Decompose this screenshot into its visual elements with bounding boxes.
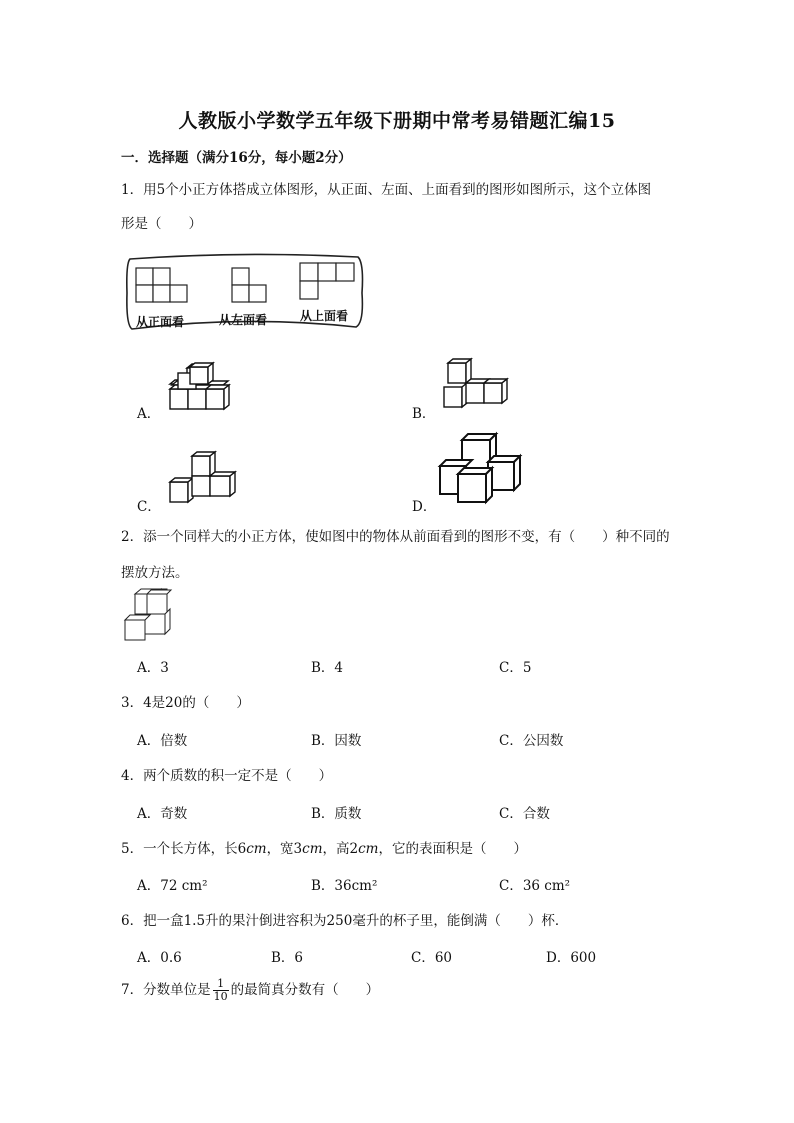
q4-option-c[interactable]: C．合数 [499, 806, 550, 822]
view-label-front: 从正面看 [136, 315, 185, 329]
q6-option-d[interactable]: D．600 [546, 950, 597, 966]
q4-option-a[interactable]: A．奇数 [137, 806, 188, 822]
q7-fraction: $\frac{1}{10}$ [213, 977, 228, 1003]
q4-option-b[interactable]: B．质数 [311, 806, 362, 822]
q1-option-b-figure[interactable] [440, 357, 515, 412]
q7-text: 7．分数单位是 $\frac{1}{10}$ 的最简真分数有（ ） [121, 977, 380, 1003]
left-view-grid [232, 268, 266, 302]
q1-option-a-figure[interactable] [164, 364, 234, 414]
q1-option-a-label[interactable]: A． [137, 406, 161, 422]
section-heading: 一．选择题（满分16分，每小题2分） [121, 150, 352, 166]
q3-option-a[interactable]: A．倍数 [137, 733, 188, 749]
q3-option-c[interactable]: C．公因数 [499, 733, 564, 749]
q6-text: 6．把一盒1.5升的果汁倒进容积为250毫升的杯子里，能倒满（ ）杯． [121, 913, 569, 929]
q1-option-c-label[interactable]: C． [137, 499, 161, 515]
q2-option-a[interactable]: A．3 [137, 660, 169, 676]
top-view-grid [300, 263, 354, 299]
q5-option-c[interactable]: C．36 cm² [499, 878, 571, 894]
q2-text-line2: 摆放方法。 [121, 565, 189, 581]
q1-option-d-label[interactable]: D． [412, 499, 437, 515]
q6-option-c[interactable]: C．60 [411, 950, 453, 966]
q2-figure [121, 588, 176, 643]
q1-option-c-figure[interactable] [164, 450, 242, 505]
front-view-grid [136, 268, 187, 302]
q1-text-line2: 形是（ ） [121, 216, 202, 232]
q6-option-a[interactable]: A．0.6 [137, 950, 182, 966]
q2-option-b[interactable]: B．4 [311, 660, 344, 676]
page-title: 人教版小学数学五年级下册期中常考易错题汇编15 [178, 110, 616, 132]
q1-option-b-label[interactable]: B． [412, 406, 436, 422]
q6-option-b[interactable]: B．6 [271, 950, 304, 966]
q1-option-d-figure[interactable] [436, 430, 526, 510]
q4-text: 4．两个质数的积一定不是（ ） [121, 768, 333, 784]
q3-text: 3．4是20的（ ） [121, 695, 250, 711]
view-label-top: 从上面看 [300, 309, 349, 323]
q3-option-b[interactable]: B．因数 [311, 733, 362, 749]
q5-option-a[interactable]: A．72 cm² [137, 878, 208, 894]
q5-option-b[interactable]: B．36cm² [311, 878, 378, 894]
q1-text-line1: 1．用5个小正方体搭成立体图形，从正面、左面、上面看到的图形如图所示，这个立体图 [121, 182, 652, 198]
q2-text-line1: 2．添一个同样大的小正方体，使如图中的物体从前面看到的图形不变，有（ ）种不同的 [121, 529, 670, 545]
view-label-left: 从左面看 [219, 313, 268, 327]
q2-option-c[interactable]: C．5 [499, 660, 532, 676]
q5-text: 5．一个长方体，长6cm，宽3cm，高2cm，它的表面积是（ ） [121, 841, 527, 857]
